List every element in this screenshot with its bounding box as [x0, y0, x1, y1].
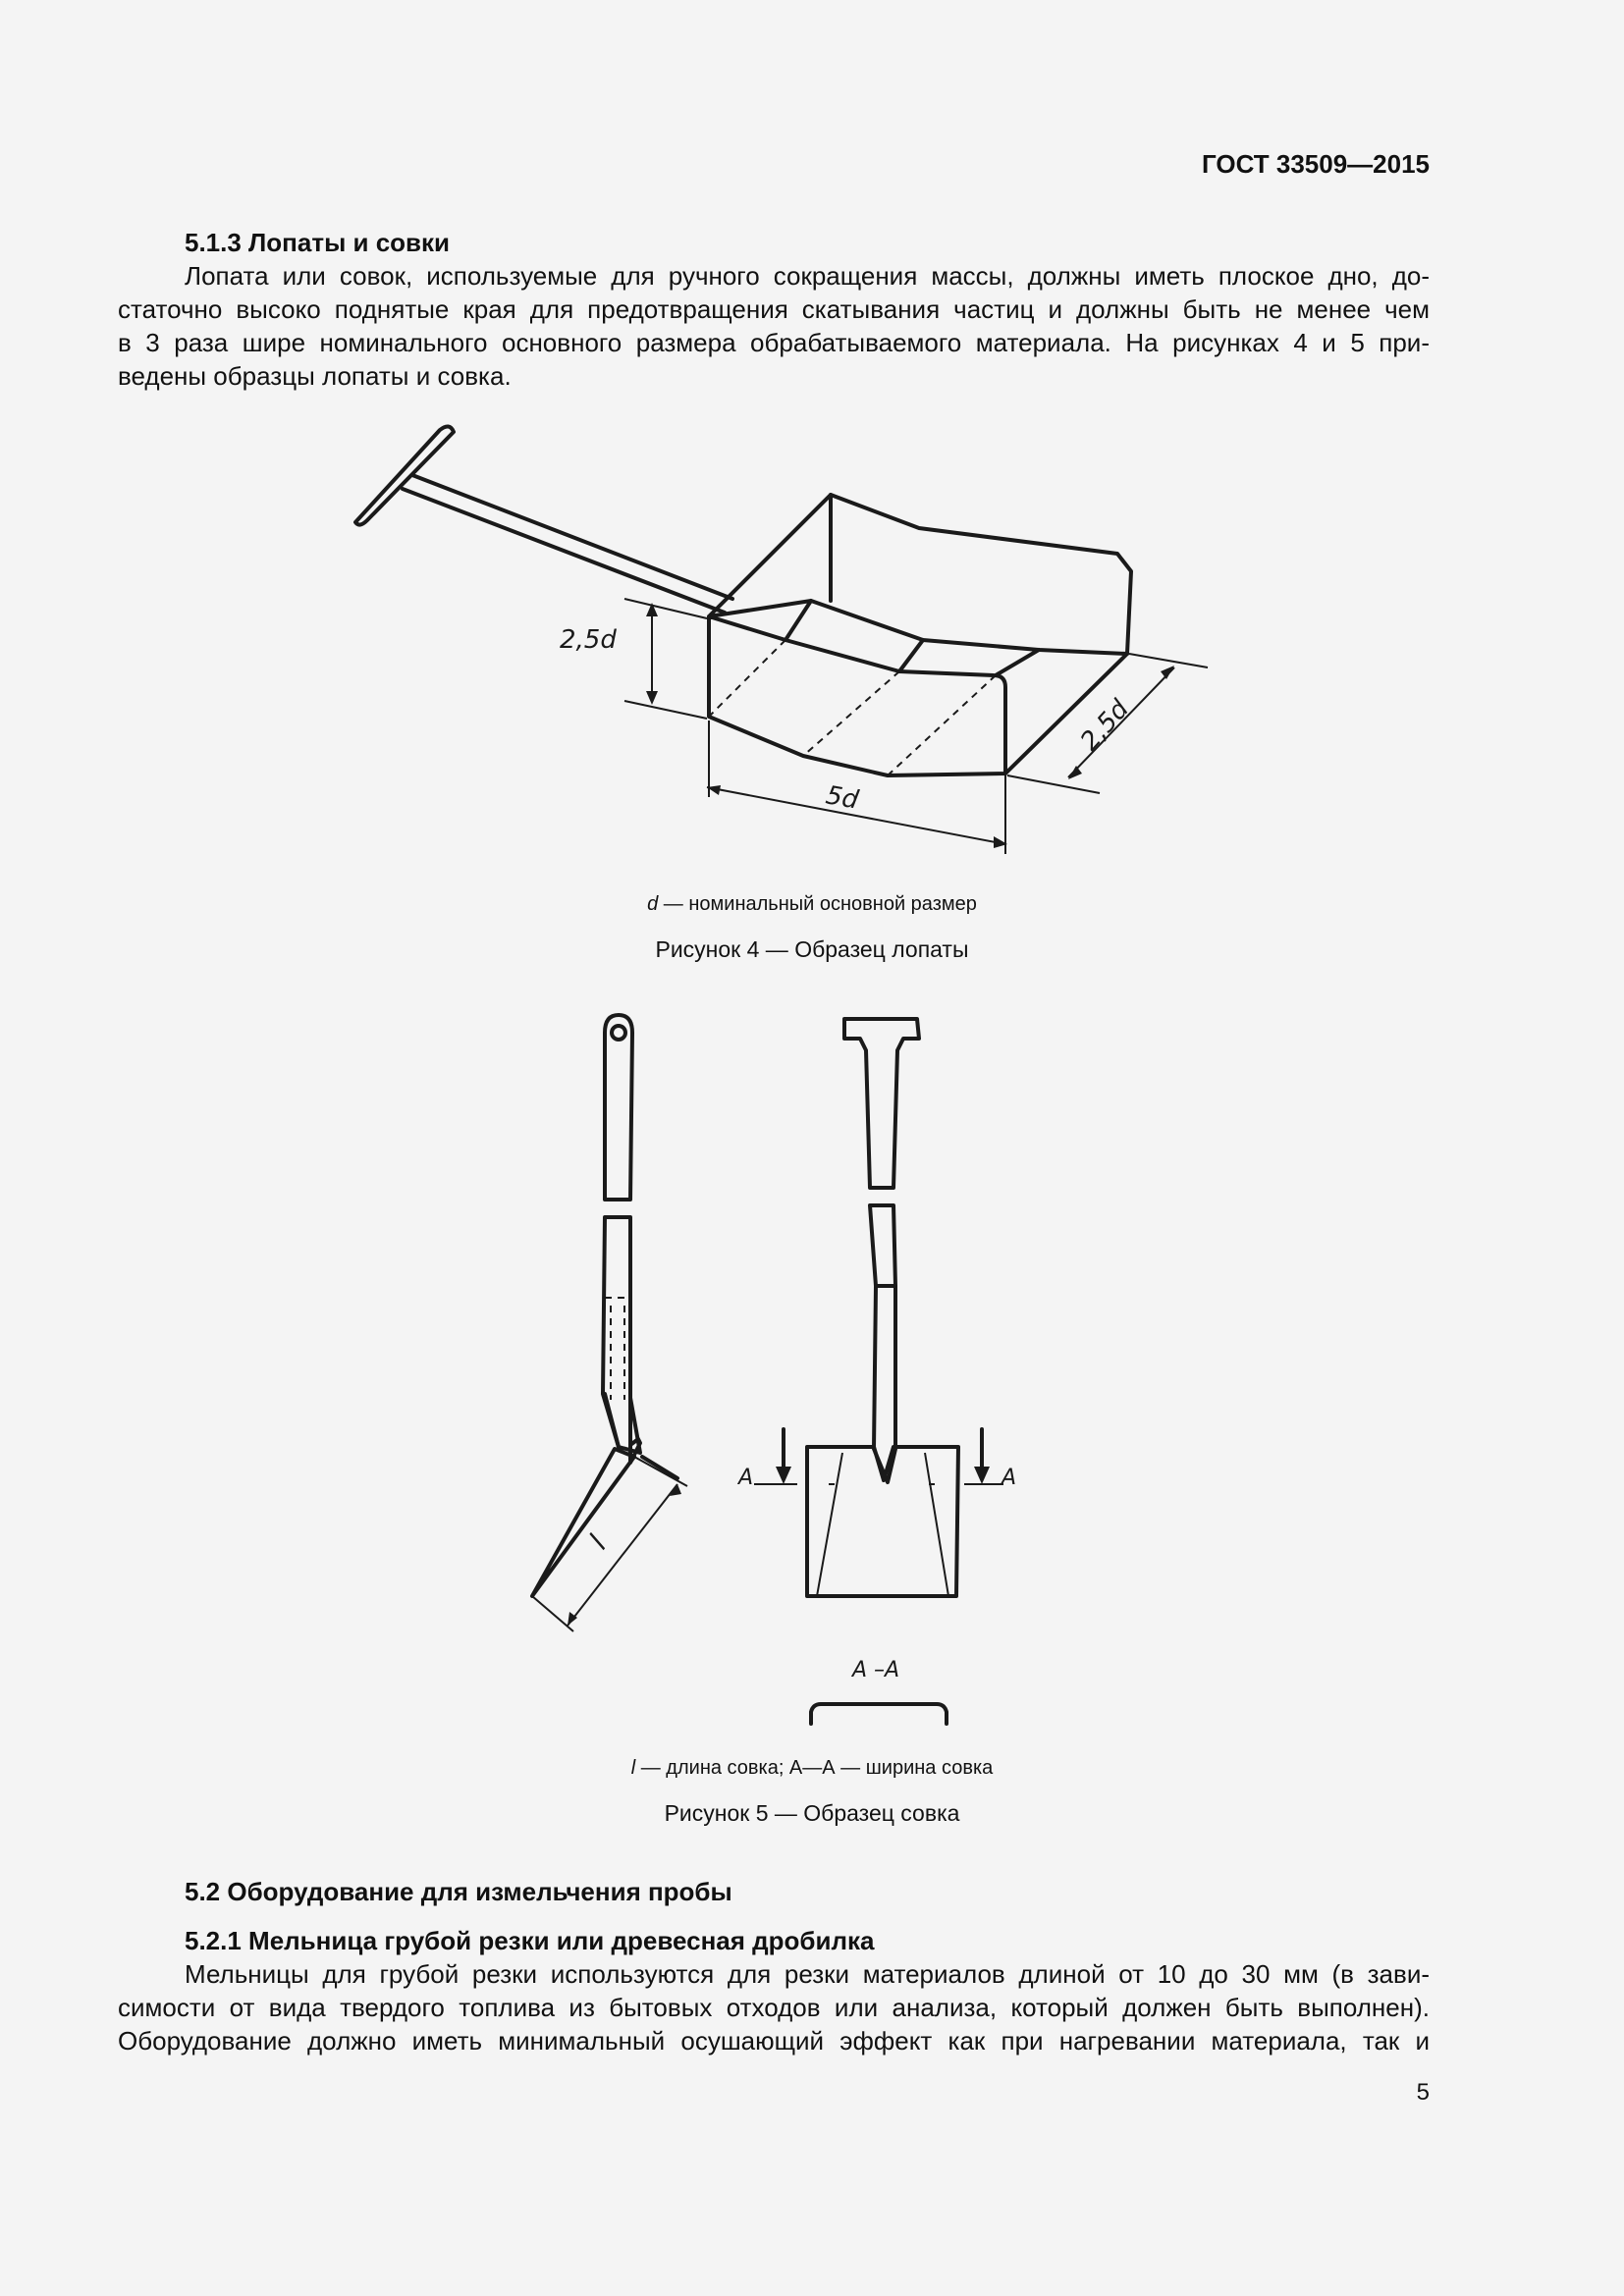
legend-text: — номинальный основной размер [658, 893, 977, 915]
section-label-a-left: А [738, 1466, 754, 1490]
section-5-2-title: 5.2 Оборудование для измельчения пробы [185, 1877, 732, 1906]
dim-l-label: l [582, 1528, 614, 1556]
legend-text: — длина совка; А—А — ширина совка [635, 1757, 994, 1779]
section-5-2-1-title: 5.2.1 Мельница грубой резки или древесная дробилка [185, 1926, 875, 1955]
paragraph-line: Лопата или совок, используемые для ручного сокращения массы, должны иметь плоское дно, до- [185, 261, 1430, 291]
section-5-1-3-title: 5.1.3 Лопаты и совки [185, 228, 451, 257]
legend-symbol: d [647, 893, 659, 915]
section-label-a-right: А [1001, 1466, 1017, 1490]
paragraph-line: Мельницы для грубой резки используются для резки материалов длиной от 10 до 30 мм (в зави- [185, 1959, 1430, 1989]
standard-code: ГОСТ 33509—2015 [1202, 149, 1430, 179]
section-5-2-1-text [118, 1957, 1430, 2057]
legend-symbol: l [630, 1757, 636, 1779]
paragraph-line: в 3 раза шире номинального основного размера обрабатываемого материала. На рисунках 4 и 5 при- [118, 328, 1430, 357]
paragraph-line: симости от вида твердого топлива из бытовых отходов или анализа, который должен быть выполнен). [118, 1993, 1430, 2022]
figure-5-caption: Рисунок 5 — Образец совка [664, 1800, 960, 1826]
paragraph-line: статочно высоко поднятые края для предотвращения скатывания частиц и должны быть не менее чем [118, 294, 1430, 324]
dim-height-label: 2,5d [560, 625, 617, 655]
page-number: 5 [1416, 2079, 1430, 2106]
dim-length-label: 5d [823, 780, 861, 816]
figure-4-caption: Рисунок 4 — Образец лопаты [655, 936, 969, 962]
section-aa-label: А –А [852, 1658, 900, 1682]
paragraph-line: Оборудование должно иметь минимальный осушающий эффект как при нагревании материала, так и [118, 2026, 1430, 2056]
dim-depth-label: 2,5d [1074, 694, 1135, 757]
figure-5-legend [0, 1757, 1624, 1780]
paragraph-line: ведены образцы лопаты и совка. [118, 361, 512, 391]
